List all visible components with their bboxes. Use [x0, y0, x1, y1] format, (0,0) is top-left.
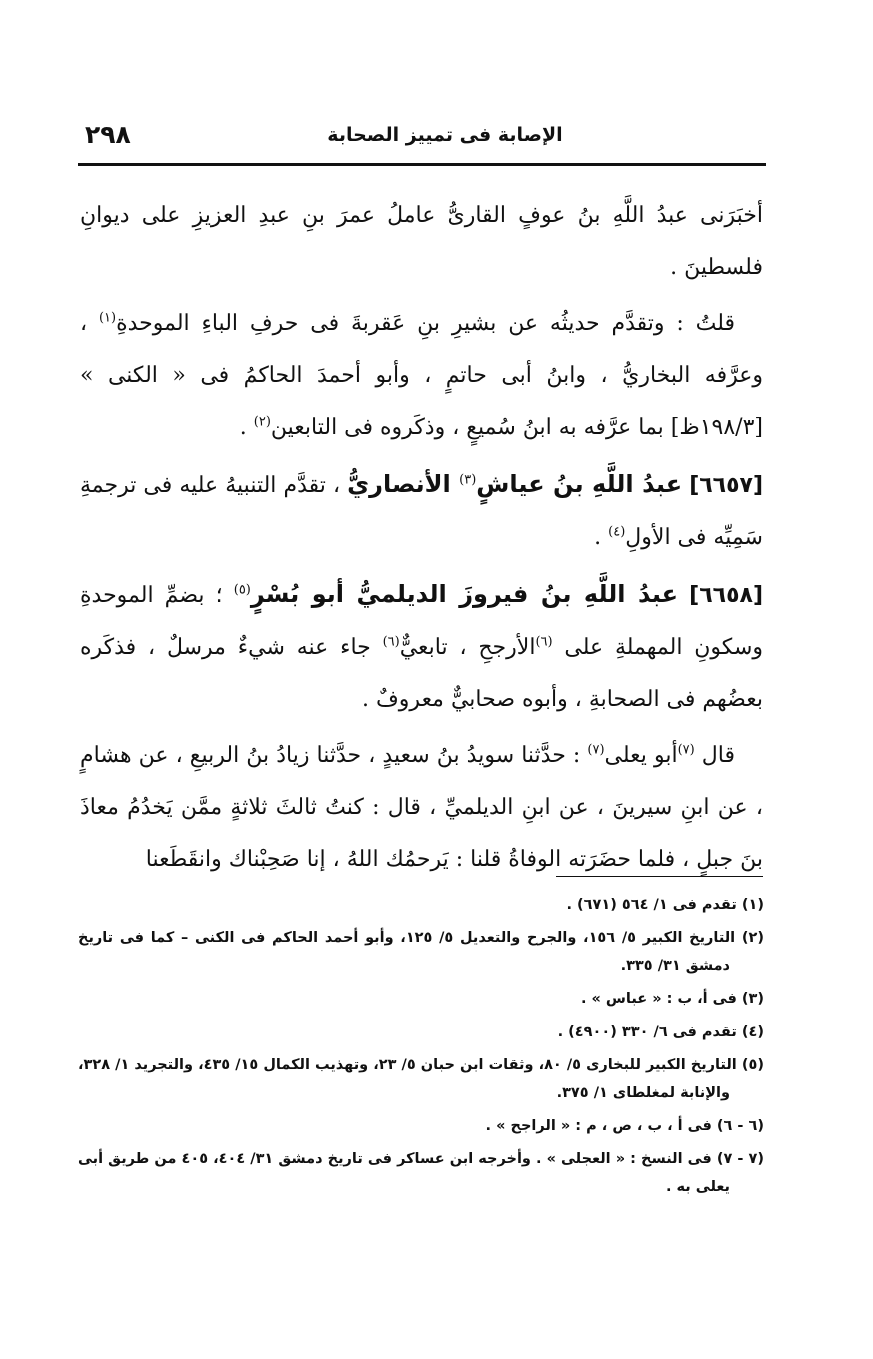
paragraph-2: [80, 298, 763, 454]
footnote-2: (٢) التاريخ الكبير ٥/ ١٥٦، والجرح والتعديل ٥/ ١٢٥، وأبو أحمد الحاكم فى الكنى – كما فى تاريخ دمشق ٣١/ ٣٣٥.: [78, 930, 764, 974]
footnote-1: (١) تقدم فى ١/ ٥٦٤ (٦٧١) .: [566, 897, 764, 913]
footnote-ref-2: (٢): [253, 414, 271, 430]
footnote-ref-7a: (٧): [677, 742, 695, 758]
entry-name: عبدُ اللَّهِ بنُ عياشٍ: [476, 470, 683, 498]
text-run: قال: [694, 743, 736, 768]
entry-name-suffix: الأنصاريُّ: [347, 470, 460, 498]
entry-number: [٦٦٥٨]: [689, 583, 763, 608]
footnote-4: (٤) تقدم فى ٦/ ٣٣٠ (٤٩٠٠) .: [557, 1024, 764, 1040]
footnote-7: (٧ - ٧) فى النسخ : « العجلى » . وأخرجه ابن عساكر فى تاريخ دمشق ٣١/ ٤٠٤، ٤٠٥ من طريق أبى يعلى به .: [78, 1151, 764, 1195]
entry-6658: [80, 568, 763, 726]
footnote-3: (٣) فى أ، ب : « عباس » .: [580, 991, 764, 1007]
footnote-ref-4: (٤): [608, 524, 626, 540]
text-run: ؛ بضمِّ الموحدةِ وسكونِ المهملةِ على: [80, 583, 764, 660]
footnotes: [78, 891, 764, 1206]
page-header: [85, 120, 763, 160]
text-run: الأرجحِ ، تابعيٌّ: [399, 635, 536, 660]
header-rule: [78, 163, 766, 166]
footnote-6: (٦ - ٦) فى أ ، ب ، ص ، م : « الراجح » .: [485, 1118, 764, 1134]
running-title: الإصابة فى تمييز الصحابة: [327, 124, 563, 146]
text-run: أبو يعلى: [604, 743, 678, 768]
text-run: ، وعرَّفه البخاريُّ ، وابنُ أبى حاتمٍ ، وأبو أحمدَ الحاكمُ فى « الكنى » [١٩٨/٣ظ] بما عرَّفه به ابنُ سُميعٍ ، وذكَروه فى التابعين: [80, 311, 763, 440]
footnote-ref-1: (١): [98, 310, 117, 326]
entry-number: [٦٦٥٧]: [689, 473, 764, 498]
paragraph-1: أخبَرَنى عبدُ اللَّهِ بنُ عوفٍ القارىُّ عاملُ عمرَ بنِ عبدِ العزيزِ على ديوانِ فلسطينَ .: [80, 203, 763, 280]
text-run: : حدَّثنا سويدُ بنُ سعيدٍ ، حدَّثنا زيادُ بنُ الربيعِ ، عن هشامٍ ، عن ابنِ سيرينَ ، عن ابنِ الديلميِّ ، قال : كنتُ ثالثَ ثلاثةٍ ممَّن يَخدُمُ معاذَ بنَ جبلٍ ، فلما حضَرَته الوفاةُ قلنا : يَرحمُك اللهُ ، إنا صَحِبْناك وانقَطَعنا: [80, 743, 763, 872]
main-text: [80, 190, 763, 886]
entry-name: عبدُ اللَّهِ بنُ فيروزَ الديلميُّ أبو بُسْرٍ: [250, 580, 679, 608]
text-run: قلتُ : وتقدَّم حديثُه عن بشيرِ بنِ عَقربةَ فى حرفِ الباءِ الموحدةِ: [116, 311, 736, 336]
footnote-ref-3: (٣): [459, 472, 477, 488]
text-run: .: [594, 525, 609, 550]
text-run: جاء عنه شيءٌ مرسلٌ ، فذكَره بعضُهم فى الصحابةِ ، وأبوه صحابيٌّ معروفٌ .: [80, 635, 763, 712]
entry-6657: [80, 458, 763, 564]
footnote-rule: [556, 876, 763, 877]
text-run: ، تقدَّم التنبيهُ عليه فى ترجمةِ سَمِيِّه فى الأولِ: [80, 473, 763, 550]
footnote-ref-5: (٥): [233, 582, 251, 598]
footnote-ref-6a: (٦): [535, 634, 553, 650]
footnote-ref-7b: (٧): [587, 742, 605, 758]
page-number: ٢٩٨: [85, 120, 131, 149]
text-run: .: [239, 415, 254, 440]
footnote-ref-6b: (٦): [382, 634, 400, 650]
paragraph-4: [80, 730, 763, 886]
footnote-5: (٥) التاريخ الكبير للبخارى ٥/ ٨٠، وثقات ابن حبان ٥/ ٢٣، وتهذيب الكمال ١٥/ ٤٣٥، والتجريد ١/ ٣٢٨، والإنابة لمغلطاى ١/ ٣٧٥.: [78, 1057, 764, 1101]
